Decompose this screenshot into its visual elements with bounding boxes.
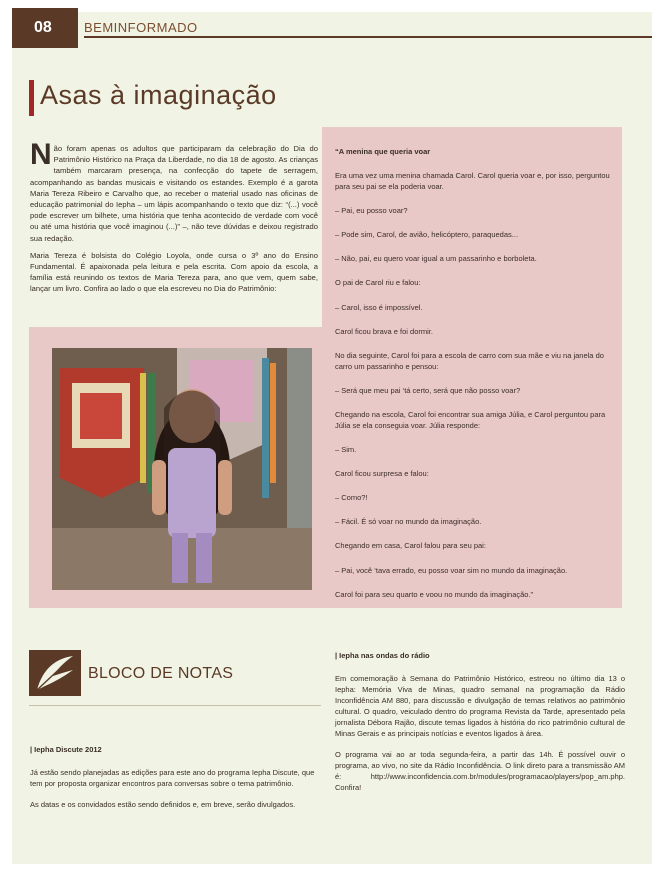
story-paragraph: – Será que meu pai ‘tá certo, será que não posso voar? bbox=[335, 385, 521, 395]
story-paragraph: – Pai, você ‘tava errado, eu posso voar sim no mundo da imaginação. bbox=[335, 565, 568, 575]
bloco-logo bbox=[29, 650, 81, 696]
magazine-name: BEMINFORMADO bbox=[84, 20, 198, 35]
story-text bbox=[335, 146, 615, 613]
notes-right-column bbox=[335, 650, 625, 803]
photo-girl-with-banners bbox=[52, 348, 312, 590]
article-intro bbox=[30, 138, 318, 301]
story-title: “A menina que queria voar bbox=[335, 147, 431, 156]
story-paragraph: – Não, pai, eu quero voar igual a um passarinho e borboleta. bbox=[335, 254, 537, 264]
notes-paragraph: As datas e os convidados estão sendo definidos e, em breve, serão divulgados. bbox=[30, 800, 296, 809]
story-paragraph: – Como?! bbox=[335, 493, 368, 503]
story-paragraph: – Fácil. É só voar no mundo da imaginação. bbox=[335, 517, 482, 527]
intro-paragraph-1 bbox=[30, 138, 318, 244]
title-accent-bar bbox=[29, 80, 34, 116]
section-heading: | Iepha Discute 2012 bbox=[30, 745, 102, 754]
story-paragraph: No dia seguinte, Carol foi para a escola de carro com sua mãe e viu na janela do carro um passarinho e pensou: bbox=[335, 350, 604, 371]
notes-left-column bbox=[30, 744, 320, 820]
notes-paragraph: Em comemoração à Semana do Patrimônio Histórico, estreou no último dia 13 o Iepha: Memória Viva de Minas, quadro semanal na programação da Rádio Inconfidência AM 880, para discussão e divulgação de temas relativos ao patrimônio cultural. O quadro, veiculado dentro do programa Revista da Tarde, apresentado pela jornalista Débora Rajão, discute temas ligados à história do rico patrimônio cultural de Minas Gerais e as principais notícias e eventos ligados à área. bbox=[335, 674, 625, 738]
story-paragraph: Carol ficou brava e foi dormir. bbox=[335, 326, 433, 336]
section-heading: | Iepha nas ondas do rádio bbox=[335, 651, 430, 660]
story-paragraph: Carol ficou surpresa e falou: bbox=[335, 469, 429, 479]
story-paragraph: Chegando em casa, Carol falou para seu pai: bbox=[335, 541, 486, 551]
story-paragraph: Carol foi para seu quarto e voou no mundo da imaginação.” bbox=[335, 589, 534, 599]
header-rule bbox=[84, 36, 652, 38]
bloco-title: BLOCO DE NOTAS bbox=[88, 665, 234, 682]
intro-paragraph-2: Maria Tereza é bolsista do Colégio Loyola, onde cursa o 3º ano do Ensino Fundamental. É apaixonada pela leitura e pela escrita. Com apoio da escola, a família está reunindo os textos de Maria Tereza para, ano que vem, quem sabe, lançar um livro. Confira ao lado o que ela escreveu no Dia do Patrimônio: bbox=[30, 250, 318, 294]
story-paragraph: O pai de Carol riu e falou: bbox=[335, 278, 421, 288]
bloco-rule bbox=[29, 705, 321, 706]
drop-cap: N bbox=[30, 138, 52, 171]
story-paragraph: – Pai, eu posso voar? bbox=[335, 206, 408, 216]
notes-paragraph: Já estão sendo planejadas as edições para este ano do programa Iepha Discute, que tem por proposta organizar encontros para conversas sobre o tema patrimônio. bbox=[30, 768, 315, 788]
story-paragraph: Chegando na escola, Carol foi encontrar sua amiga Júlia, e Carol perguntou para Júlia se ela conseguia voar. Júlia responde: bbox=[335, 409, 606, 430]
leaf-icon bbox=[29, 650, 81, 696]
story-paragraph: – Carol, isso é impossível. bbox=[335, 302, 423, 312]
story-paragraph: Era uma vez uma menina chamada Carol. Carol queria voar e, por isso, perguntou para seu pai se ela poderia voar. bbox=[335, 171, 610, 192]
article-title: Asas à imaginação bbox=[40, 80, 277, 110]
photo-illustration bbox=[52, 348, 312, 590]
story-paragraph: – Sim. bbox=[335, 445, 357, 455]
page-number: 08 bbox=[12, 8, 78, 48]
intro-text-1: ão foram apenas os adultos que participaram da celebração do Dia do Patrimônio Histórico na Praça da Liberdade, no dia 18 de agosto. As crianças também marcaram presença, na confecção do tapete de serragem, acompanhando as bandas musicais e visitando os estandes. Exemplo é a garota Maria Tereza Ribeiro e Carvalho que, ao receber o material usado nas oficinas de educação patrimonial do Iepha – um lápis acompanhando o texto que diz: “(...) você pode escrever um bilhete, uma história que tenha acontecido de verdade com você ou até uma história que você imaginou (...)” –, não teve dúvidas e deixou registrado sua redação. bbox=[30, 144, 318, 243]
story-paragraph: – Pode sim, Carol, de avião, helicóptero, paraquedas... bbox=[335, 230, 519, 240]
notes-paragraph: O programa vai ao ar toda segunda-feira, a partir das 14h. É possível ouvir o programa, ao vivo, no site da Rádio Inconfidência. O link direto para a transmissão AM é: http://www.inconfidencia.com.br/modules/programacao/players/pop_am.php. Confira! bbox=[335, 750, 625, 792]
